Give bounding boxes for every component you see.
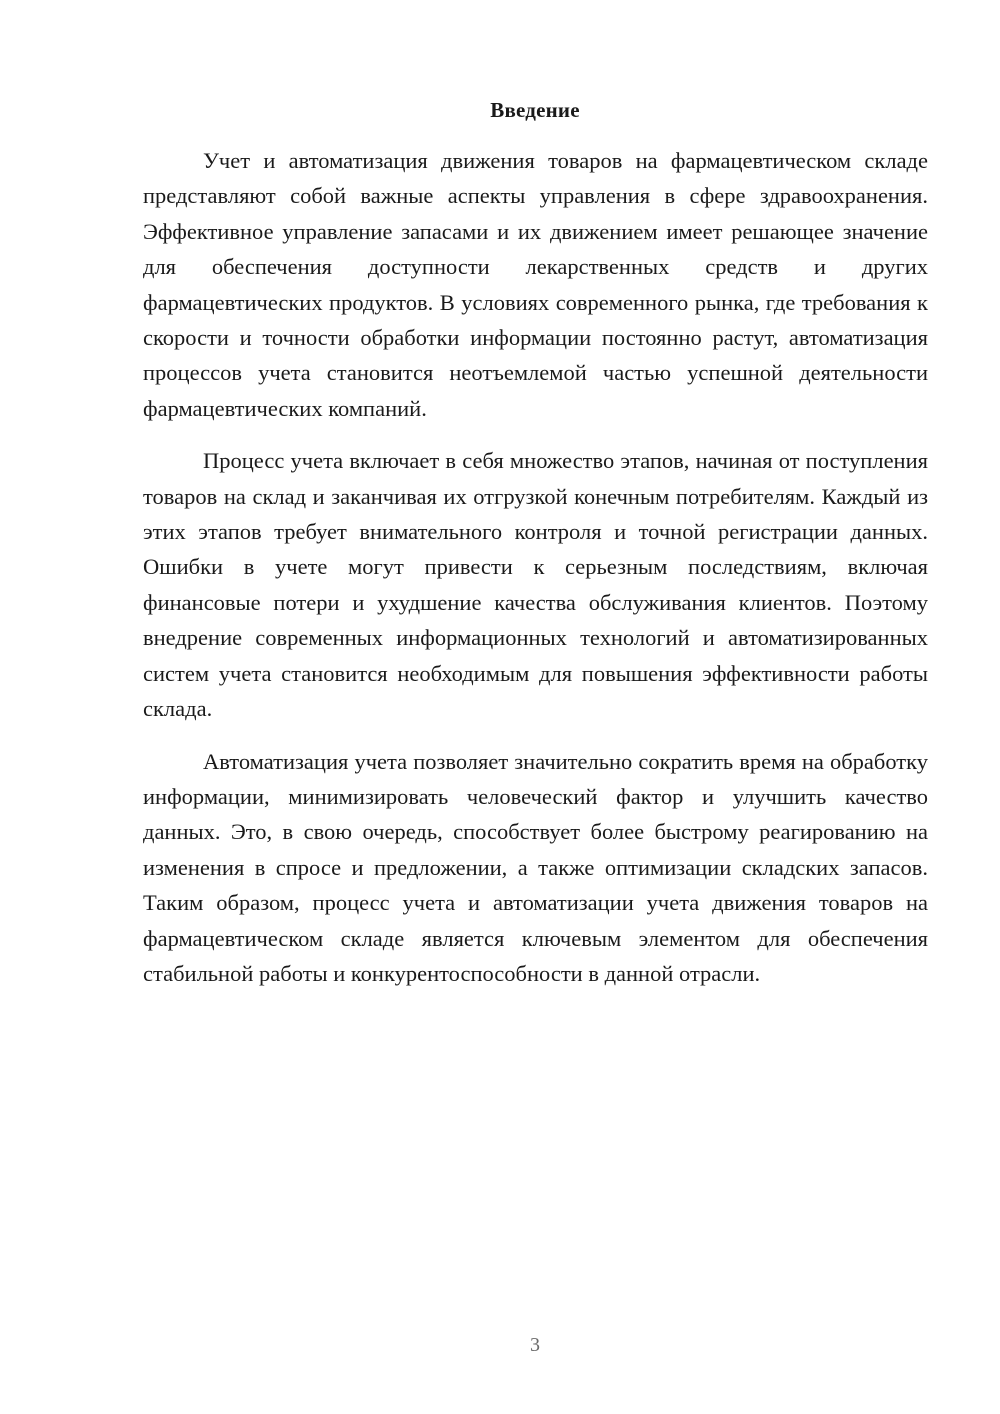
paragraph-2: Процесс учета включает в себя множество этапов, начиная от поступления товаров на склад и заканчивая их отгрузкой конечным потребителям. Каждый из этих этапов требует внимательного контроля и точной регистрации данных. Ошибки в учете могут привести к серьезным последствиям, включая финансовые потери и ухудшение качества обслуживания клиентов. Поэтому внедрение современных информационных технологий и автоматизированных систем учета становится необходимым для повышения эффективности работы склада.	[143, 448, 928, 722]
paragraph-1: Учет и автоматизация движения товаров на фармацевтическом складе представляют собой важные аспекты управления в сфере здравоохранения. Эффективное управление запасами и их движением имеет решающее значение для обеспечения доступности лекарственных средств и других фармацевтических продуктов. В условиях современного рынка, где требования к скорости и точности обработки информации постоянно растут, автоматизация процессов учета становится неотъемлемой частью успешной деятельности фармацевтических компаний.	[143, 148, 928, 421]
page-number: 3	[530, 1334, 540, 1356]
paragraph-3: Автоматизация учета позволяет значительно сократить время на обработку информации, минимизировать человеческий фактор и улучшить качество данных. Это, в свою очередь, способствует более быстрому реагированию на изменения в спросе и предложении, а также оптимизации складских запасов. Таким образом, процесс учета и автоматизации учета движения товаров на фармацевтическом складе является ключевым элементом для обеспечения стабильной работы и конкурентоспособности в данной отрасли.	[143, 748, 928, 986]
body-text	[143, 143, 928, 991]
section-heading: Введение	[490, 98, 580, 122]
